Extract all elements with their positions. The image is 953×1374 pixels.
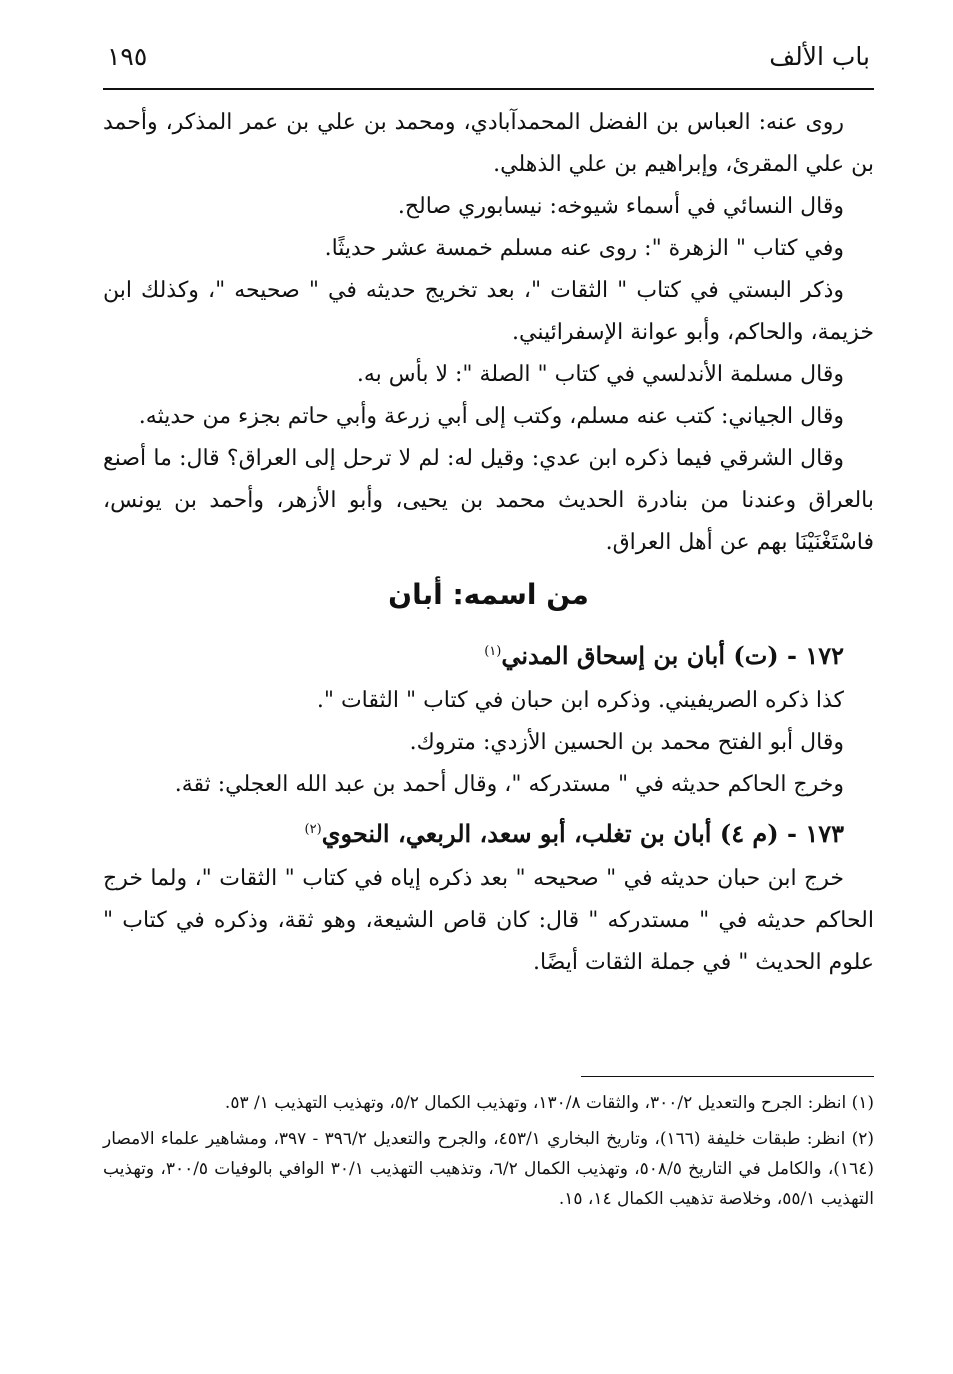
main-text bbox=[103, 102, 874, 984]
section-heading: من اسمه: أبان bbox=[388, 578, 589, 611]
paragraph: خرج ابن حبان حديثه في " صحيحه " بعد ذكره إياه في كتاب " الثقات "، ولما خرج الحاكم حديثه في " مستدركه " قال: كان قاص الشيعة، وهو ثقة، وذكره في كتاب " علوم الحديث " في جملة الثقات أيضًا. bbox=[103, 866, 874, 975]
paragraph: وذكر البستي في كتاب " الثقات "، بعد تخريج حديثه في " صحيحه "، وكذلك ابن خزيمة، والحاكم، وأبو عوانة الإسفرائيني. bbox=[103, 278, 874, 345]
paragraph: وقال مسلمة الأندلسي في كتاب " الصلة ": لا بأس به. bbox=[356, 362, 844, 387]
paragraph: وقال أبو الفتح محمد بن الحسين الأزدي: متروك. bbox=[409, 730, 844, 755]
paragraph: وفي كتاب " الزهرة ": روى عنه مسلم خمسة عشر حديثًا. bbox=[324, 236, 844, 261]
footnote-ref: (١) bbox=[484, 644, 502, 659]
footnotes bbox=[103, 1088, 874, 1220]
paragraph: وقال الجياني: كتب عنه مسلم، وكتب إلى أبي زرعة وأبي حاتم بجزء من حديثه. bbox=[138, 404, 844, 429]
footnote: (١) انظر: الجرح والتعديل ٣٠٠/٢، والثقات ١٣٠/٨، وتهذيب الكمال ٥/٢، وتهذيب التهذيب ١/ ٥٣. bbox=[224, 1093, 874, 1113]
entry-heading-172 bbox=[103, 628, 874, 680]
entry-title: ١٧٣ - (م ٤) أبان بن تغلب، أبو سعد، الربعي، النحوي bbox=[321, 819, 844, 848]
running-title: باب الألف bbox=[769, 42, 870, 71]
footnote-separator bbox=[581, 1076, 874, 1077]
paragraph: روى عنه: العباس بن الفضل المحمدآبادي، ومحمد بن علي بن عمر المذكر، وأحمد بن علي المقرئ، وإبراهيم بن علي الذهلي. bbox=[103, 110, 874, 177]
entry-title: ١٧٢ - (ت) أبان بن إسحاق المدني bbox=[501, 641, 844, 670]
paragraph: وقال النسائي في أسماء شيوخه: نيسابوري صالح. bbox=[397, 194, 844, 219]
page-header bbox=[103, 38, 874, 90]
paragraph: وخرج الحاكم حديثه في " مستدركه "، وقال أحمد بن عبد الله العجلي: ثقة. bbox=[174, 772, 844, 797]
page-number: ١٩٥ bbox=[107, 42, 148, 71]
paragraph: وقال الشرقي فيما ذكره ابن عدي: وقيل له: لم لا ترحل إلى العراق؟ قال: ما أصنع بالعراق وعندنا من بنادرة الحديث محمد بن يحيى، وأبو الأزهر، وأحمد بن يونس، فاسْتَغْنَيْنَا بهم عن أهل العراق. bbox=[103, 446, 874, 555]
footnote-ref: (٢) bbox=[304, 822, 322, 837]
paragraph: كذا ذكره الصريفيني. وذكره ابن حبان في كتاب " الثقات ". bbox=[316, 688, 844, 713]
entry-heading-173 bbox=[103, 806, 874, 858]
footnote: (٢) انظر: طبقات خليفة (١٦٦)، وتاريخ البخاري ٤٥٣/١، والجرح والتعديل ٣٩٦/٢ - ٣٩٧، ومشاهير علماء الامصار (١٦٤)، والكامل في التاريخ ٥٠٨/٥، وتهذيب الكمال ٦/٢، وتذهيب التهذيب ٣٠/١ الوافي بالوفيات ٣٠٠/٥، وتهذيب التهذيب ٥٥/١، وخلاصة تذهيب الكمال ١٤، ١٥. bbox=[103, 1129, 874, 1209]
